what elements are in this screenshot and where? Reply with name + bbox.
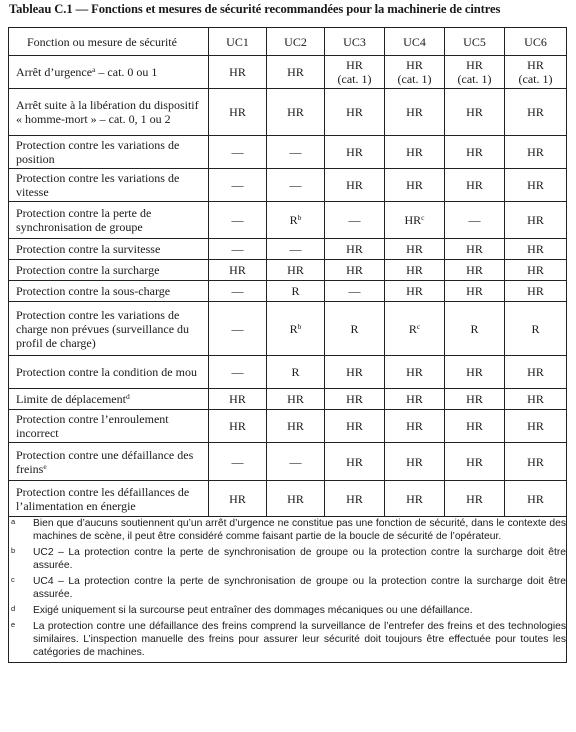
function-name-cell: [9, 389, 209, 410]
requirement-cell: [267, 202, 325, 239]
requirement-cell: [325, 260, 385, 281]
requirement-cell: [445, 136, 505, 169]
requirement-value: R: [350, 321, 359, 336]
requirement-value: HR: [346, 58, 363, 72]
function-label: Arrêt suite à la libération du dispositif « homme-mort » – cat. 0, 1 ou 2: [16, 98, 199, 126]
requirement-cell: [209, 302, 267, 356]
requirement-cell: [445, 356, 505, 389]
column-header: UC1: [209, 28, 267, 56]
table-row: [9, 202, 567, 239]
footnote-text: UC4 – La protection contre la perte de synchronisation de groupe ou la protection contre la surcharge doit être assurée.: [33, 576, 566, 601]
requirement-value: HR: [406, 263, 423, 277]
requirement-cell: [445, 410, 505, 443]
requirement-cell: [385, 356, 445, 389]
requirement-cell: [267, 389, 325, 410]
requirement-value: HR: [527, 419, 544, 433]
function-name-cell: [9, 356, 209, 389]
requirement-value: HR: [346, 105, 363, 119]
requirement-cell: [267, 481, 325, 517]
table-row: [9, 281, 567, 302]
requirement-cell: [445, 481, 505, 517]
function-name-cell: [9, 481, 209, 517]
requirement-value: HR: [406, 454, 423, 469]
requirement-cell: [505, 202, 567, 239]
requirement-cell: [209, 481, 267, 517]
footnote-marker[interactable]: c: [421, 213, 425, 222]
requirement-value: —: [348, 213, 361, 227]
table-row: [9, 169, 567, 202]
footnotes-cell: [9, 517, 567, 663]
function-name-cell: [9, 202, 209, 239]
requirement-cell: [505, 443, 567, 481]
requirement-value: HR: [229, 263, 246, 277]
requirement-cell: [267, 89, 325, 136]
requirement-category: (cat. 1): [397, 72, 432, 86]
requirement-value: HR: [466, 284, 483, 298]
requirement-cell: [267, 239, 325, 260]
requirement-value: HR: [527, 365, 544, 379]
requirement-cell: [445, 302, 505, 356]
requirement-cell: [325, 56, 385, 89]
requirement-cell: [445, 443, 505, 481]
requirement-cell: [209, 443, 267, 481]
function-label: Protection contre l’enroulement incorrect: [16, 412, 169, 440]
function-name-cell: [9, 56, 209, 89]
requirement-cell: [505, 410, 567, 443]
requirement-cell: [325, 302, 385, 356]
footnote: [9, 575, 566, 601]
footnote-key: d: [11, 604, 16, 613]
footnote: [9, 517, 566, 543]
function-label: Protection contre les variations de position: [16, 138, 180, 166]
requirement-value: HR: [287, 491, 304, 506]
footnote: [9, 546, 566, 572]
requirement-cell: [209, 281, 267, 302]
requirement-value: HR: [466, 58, 483, 72]
requirement-cell: [385, 202, 445, 239]
requirement-value: R: [531, 321, 540, 336]
requirement-value: —: [231, 365, 244, 379]
function-name-cell: [9, 169, 209, 202]
requirement-cell: [445, 260, 505, 281]
requirement-value: HR: [527, 145, 544, 159]
requirement-cell: [209, 356, 267, 389]
column-header: UC3: [325, 28, 385, 56]
requirement-value: —: [468, 213, 481, 227]
requirement-cell: [445, 281, 505, 302]
requirement-cell: [267, 356, 325, 389]
requirement-value: —: [289, 145, 302, 159]
footnote-marker[interactable]: c: [416, 321, 421, 331]
requirement-value: —: [231, 242, 244, 256]
footnotes-row: [9, 517, 567, 663]
table-header-row: [9, 28, 567, 56]
requirement-cell: [325, 389, 385, 410]
requirement-value: R: [289, 321, 298, 336]
function-label-suffix: – cat. 0 ou 1: [95, 65, 158, 79]
requirement-value: HR: [466, 178, 483, 192]
requirement-cell: [445, 239, 505, 260]
requirement-value: HR: [406, 145, 423, 159]
requirement-cell: [445, 202, 505, 239]
requirement-value: HR: [406, 392, 423, 406]
requirement-value: HR: [527, 392, 544, 406]
function-label: Protection contre les défaillances de l’alimentation en énergie: [16, 484, 190, 513]
requirement-value: HR: [406, 58, 423, 72]
footnote-key: a: [11, 517, 16, 526]
function-name-cell: [9, 260, 209, 281]
function-label: Protection contre une défaillance des freins: [16, 447, 194, 476]
requirement-cell: [325, 443, 385, 481]
table-row: [9, 89, 567, 136]
table-row: [9, 239, 567, 260]
requirement-cell: [445, 56, 505, 89]
requirement-value: —: [231, 213, 244, 227]
requirement-value: HR: [229, 392, 246, 406]
safety-functions-table: [8, 27, 567, 663]
requirement-value: —: [348, 284, 361, 298]
requirement-value: —: [231, 145, 244, 159]
function-label: Limite de déplacement: [16, 392, 126, 406]
footnote: [9, 604, 566, 617]
requirement-value: HR: [229, 65, 246, 79]
footnote-key: c: [11, 575, 15, 584]
requirement-cell: [445, 169, 505, 202]
requirement-cell: [445, 89, 505, 136]
requirement-cell: [325, 136, 385, 169]
requirement-cell: [505, 389, 567, 410]
requirement-value: HR: [346, 242, 363, 256]
requirement-value: HR: [346, 178, 363, 192]
requirement-value: HR: [466, 242, 483, 256]
requirement-cell: [505, 239, 567, 260]
column-header: UC2: [267, 28, 325, 56]
requirement-cell: [267, 410, 325, 443]
requirement-cell: [325, 410, 385, 443]
requirement-cell: [385, 302, 445, 356]
requirement-value: HR: [346, 365, 363, 379]
column-header: UC6: [505, 28, 567, 56]
table-row: [9, 136, 567, 169]
function-label: Protection contre la perte de synchronisation de groupe: [16, 206, 152, 234]
function-name-cell: [9, 239, 209, 260]
requirement-value: HR: [406, 105, 423, 119]
requirement-value: HR: [287, 263, 304, 277]
requirement-cell: [385, 136, 445, 169]
requirement-value: —: [231, 284, 244, 298]
requirement-value: HR: [406, 419, 423, 433]
requirement-cell: [385, 260, 445, 281]
requirement-value: HR: [229, 419, 246, 433]
requirement-value: HR: [287, 419, 304, 433]
requirement-value: —: [231, 321, 244, 336]
requirement-cell: [209, 202, 267, 239]
requirement-value: HR: [406, 178, 423, 192]
requirement-value: HR: [229, 105, 246, 119]
requirement-value: HR: [527, 58, 544, 72]
requirement-value: HR: [406, 284, 423, 298]
column-header: UC4: [385, 28, 445, 56]
function-name-cell: [9, 281, 209, 302]
table-row: [9, 389, 567, 410]
function-name-cell: [9, 89, 209, 136]
requirement-cell: [267, 302, 325, 356]
requirement-value: R: [291, 284, 300, 298]
function-name-cell: [9, 302, 209, 356]
requirement-value: HR: [346, 419, 363, 433]
requirement-cell: [505, 169, 567, 202]
requirement-cell: [445, 389, 505, 410]
requirement-cell: [385, 89, 445, 136]
requirement-cell: [325, 281, 385, 302]
requirement-cell: [385, 169, 445, 202]
requirement-value: HR: [287, 65, 304, 79]
requirement-value: HR: [466, 105, 483, 119]
function-label: Arrêt d’urgence: [16, 65, 93, 79]
requirement-cell: [385, 481, 445, 517]
requirement-cell: [267, 136, 325, 169]
table-row: [9, 56, 567, 89]
footnote-text: UC2 – La protection contre la perte de synchronisation de groupe ou la protection contre la surcharge doit être assurée.: [33, 547, 566, 572]
requirement-value: HR: [404, 213, 422, 227]
requirement-value: R: [470, 321, 479, 336]
requirement-cell: [209, 260, 267, 281]
function-name-cell: [9, 136, 209, 169]
requirement-value: R: [291, 365, 300, 379]
requirement-value: HR: [466, 454, 483, 469]
footnote-text: La protection contre une défaillance des freins comprend la surveillance de l’entrefer des freins et des technologies similaires. L’inspection manuelle des freins pour assurer leur sécurité doit toujours être effectuée pour toutes les catégories de machines.: [33, 620, 566, 659]
requirement-value: HR: [346, 454, 363, 469]
table-row: [9, 481, 567, 517]
footnote: [9, 620, 566, 660]
requirement-value: HR: [287, 392, 304, 406]
requirement-value: HR: [527, 178, 544, 192]
requirement-cell: [505, 356, 567, 389]
requirement-cell: [325, 202, 385, 239]
requirement-value: HR: [527, 213, 544, 227]
requirement-value: HR: [466, 263, 483, 277]
requirement-value: HR: [406, 365, 423, 379]
requirement-cell: [505, 260, 567, 281]
column-header: UC5: [445, 28, 505, 56]
table-row: [9, 260, 567, 281]
requirement-value: —: [289, 454, 302, 469]
requirement-value: HR: [527, 454, 544, 469]
requirement-value: HR: [406, 491, 423, 506]
column-header: Fonction ou mesure de sécurité: [9, 28, 209, 56]
requirement-cell: [505, 89, 567, 136]
requirement-cell: [505, 481, 567, 517]
requirement-cell: [209, 136, 267, 169]
table-row: [9, 356, 567, 389]
requirement-cell: [505, 302, 567, 356]
requirement-cell: [267, 260, 325, 281]
function-name-cell: [9, 410, 209, 443]
requirement-category: (cat. 1): [337, 72, 372, 86]
function-label: Protection contre la surcharge: [16, 263, 160, 277]
footnote-marker[interactable]: e: [43, 461, 47, 471]
requirement-cell: [505, 281, 567, 302]
requirement-cell: [209, 89, 267, 136]
requirement-value: —: [231, 454, 244, 469]
requirement-cell: [385, 389, 445, 410]
requirement-cell: [209, 239, 267, 260]
requirement-cell: [385, 443, 445, 481]
requirement-cell: [267, 56, 325, 89]
footnote-marker[interactable]: a: [92, 65, 96, 74]
requirement-value: —: [231, 178, 244, 192]
requirement-cell: [209, 169, 267, 202]
requirement-value: HR: [466, 365, 483, 379]
requirement-cell: [385, 56, 445, 89]
requirement-cell: [209, 56, 267, 89]
requirement-cell: [325, 239, 385, 260]
requirement-cell: [385, 281, 445, 302]
requirement-value: HR: [346, 491, 363, 506]
function-label: Protection contre la sous-charge: [16, 284, 171, 298]
footnote-marker[interactable]: b: [297, 321, 302, 331]
table-row: [9, 410, 567, 443]
footnote-key: e: [11, 619, 16, 629]
table-caption: Tableau C.1 — Fonctions et mesures de sécurité recommandées pour la machinerie de cintres: [9, 2, 501, 16]
requirement-value: HR: [527, 491, 544, 506]
requirement-cell: [385, 239, 445, 260]
requirement-cell: [505, 56, 567, 89]
requirement-value: HR: [527, 284, 544, 298]
requirement-category: (cat. 1): [457, 72, 492, 86]
requirement-value: —: [289, 242, 302, 256]
requirement-value: HR: [527, 105, 544, 119]
requirement-value: HR: [466, 419, 483, 433]
requirement-value: HR: [527, 263, 544, 277]
requirement-value: —: [289, 178, 302, 192]
requirement-cell: [325, 481, 385, 517]
requirement-cell: [267, 443, 325, 481]
footnote-key: b: [11, 546, 16, 555]
footnote-text: Bien que d’aucuns soutiennent qu’un arrêt d’urgence ne constitue pas une fonction de sécurité, dans le contexte des machines de scène, il peut être considéré comme faisant partie de la boucle de sécurité de l’opérateur.: [33, 518, 566, 543]
requirement-value: HR: [229, 491, 246, 506]
requirement-value: HR: [346, 145, 363, 159]
requirement-cell: [325, 169, 385, 202]
footnote-marker[interactable]: b: [297, 213, 302, 222]
requirement-value: HR: [346, 263, 363, 277]
requirement-value: R: [289, 213, 298, 227]
function-label: Protection contre la survitesse: [16, 242, 161, 256]
requirement-cell: [267, 281, 325, 302]
requirement-value: R: [408, 321, 417, 336]
function-name-cell: [9, 443, 209, 481]
table-row: [9, 443, 567, 481]
requirement-value: HR: [466, 392, 483, 406]
requirement-value: HR: [346, 392, 363, 406]
table-row: [9, 302, 567, 356]
requirement-value: HR: [466, 491, 483, 506]
requirement-cell: [209, 389, 267, 410]
requirement-cell: [385, 410, 445, 443]
requirement-value: HR: [287, 105, 304, 119]
requirement-cell: [325, 89, 385, 136]
function-label: Protection contre la condition de mou: [16, 365, 197, 379]
requirement-value: HR: [466, 145, 483, 159]
requirement-value: HR: [406, 242, 423, 256]
function-label: Protection contre les variations de vitesse: [16, 171, 180, 199]
requirement-cell: [209, 410, 267, 443]
requirement-category: (cat. 1): [518, 72, 553, 86]
function-label: Protection contre les variations de charge non prévues (surveillance du profil de charge): [16, 307, 190, 350]
requirement-value: HR: [527, 242, 544, 256]
footnote-marker[interactable]: d: [125, 392, 130, 401]
requirement-cell: [505, 136, 567, 169]
requirement-cell: [325, 356, 385, 389]
requirement-cell: [267, 169, 325, 202]
footnote-text: Exigé uniquement si la surcourse peut entraîner des dommages mécaniques ou une défaillance.: [33, 605, 473, 616]
